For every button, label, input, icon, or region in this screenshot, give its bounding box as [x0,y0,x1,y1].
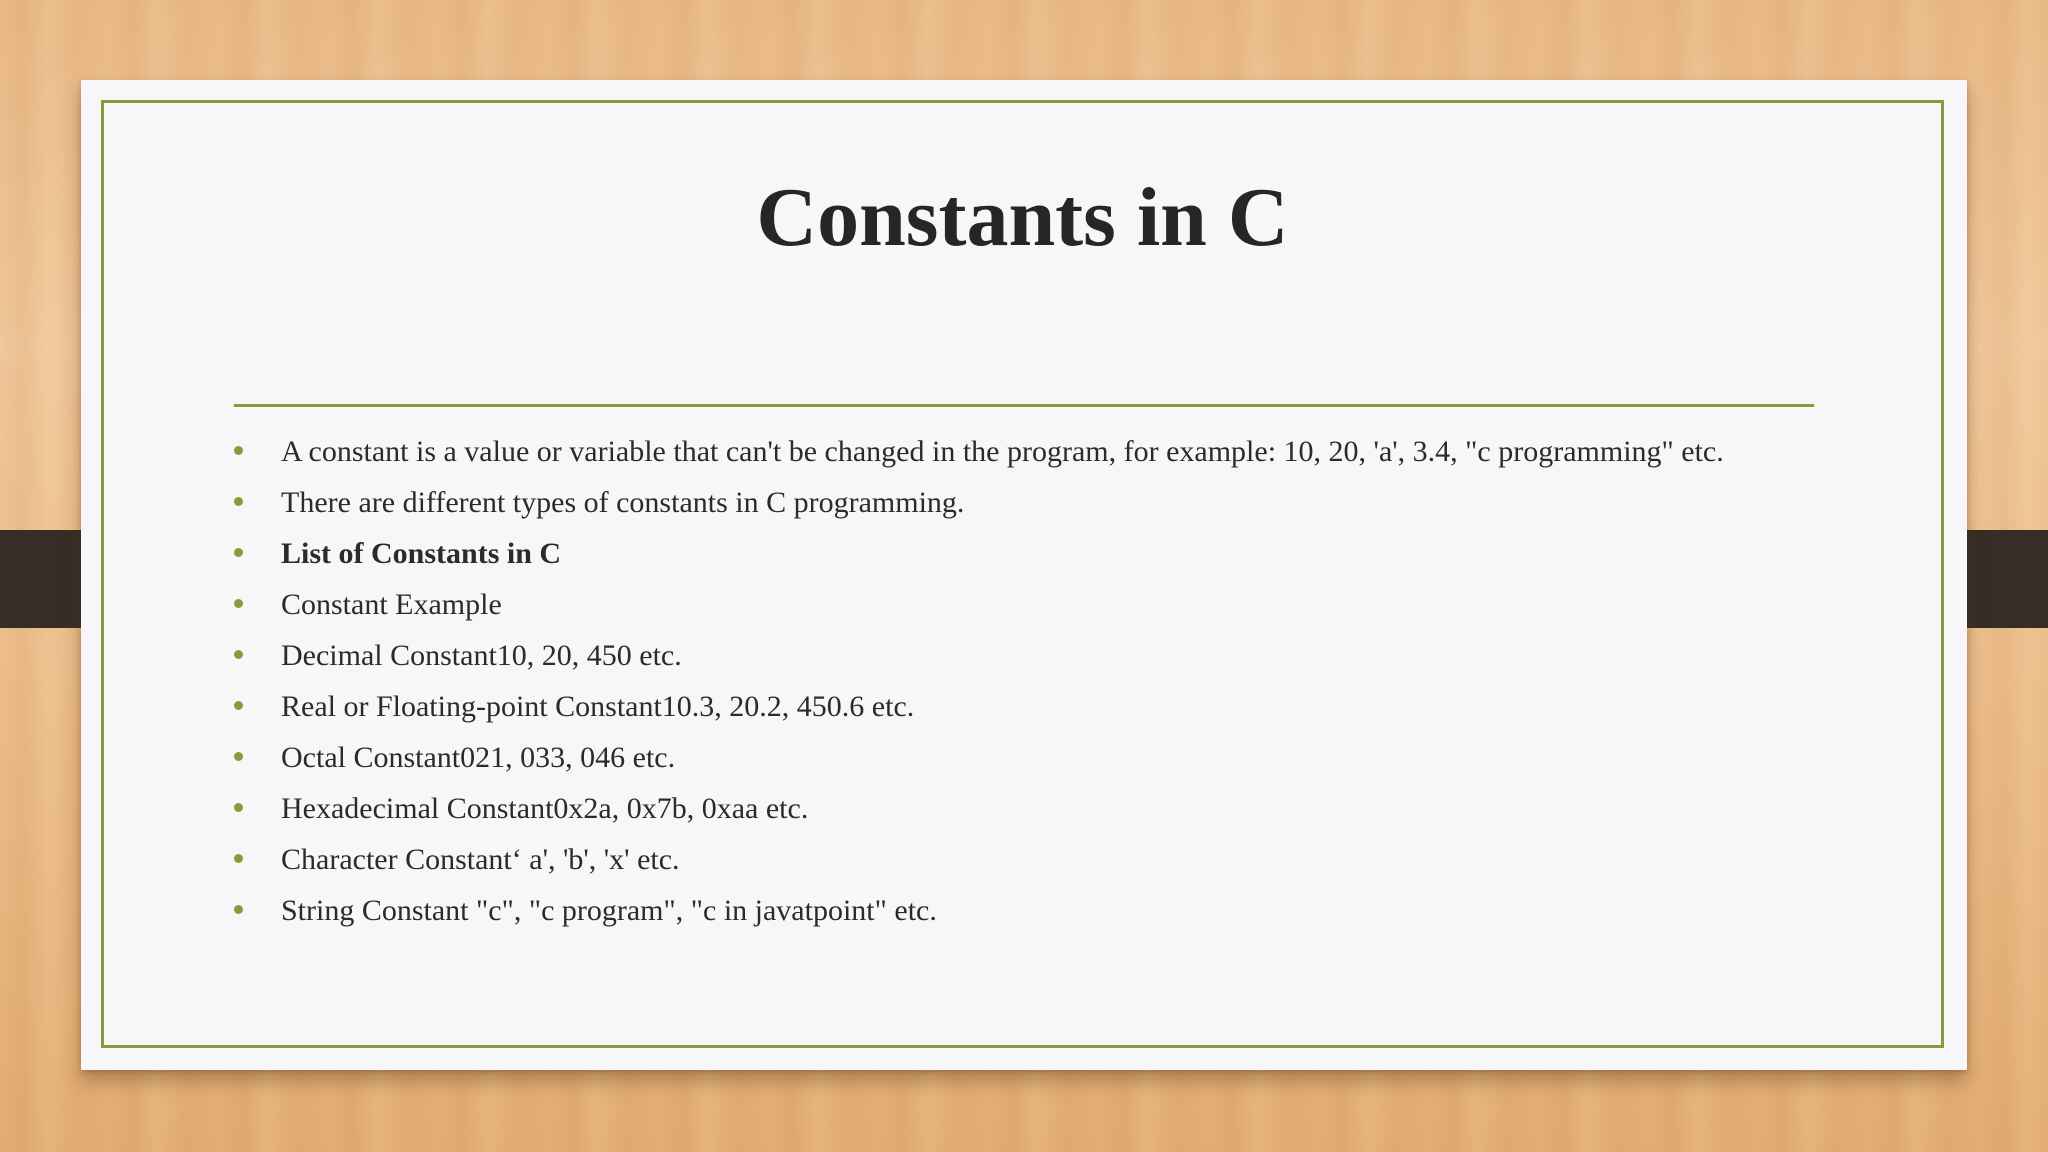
bullet-text: Real or Floating-point Constant10.3, 20.2, 450.6 etc. [281,690,915,723]
slide-title: Constants in C [756,171,1289,264]
bullet-item [234,477,1834,528]
bullet-text: Character Constant‘ a', 'b', 'x' etc. [281,843,680,876]
bullet-dot-icon [234,548,243,557]
bullet-text: String Constant "c", "c program", "c in javatpoint" etc. [281,894,937,927]
bullet-text: Octal Constant021, 033, 046 etc. [281,741,676,774]
bullet-text: There are different types of constants in C programming. [281,486,965,519]
bullet-item [234,528,1834,579]
bullet-dot-icon [234,446,243,455]
bullet-dot-icon [234,701,243,710]
bullet-dot-icon [234,497,243,506]
bullet-dot-icon [234,599,243,608]
bullet-item [234,834,1834,885]
bullet-item [234,783,1834,834]
bullet-item [234,630,1834,681]
bullet-item [234,681,1834,732]
bullet-list [234,426,1834,936]
bullet-text: Constant Example [281,588,502,621]
bullet-text: A constant is a value or variable that can't be changed in the program, for example: 10, 20, 'a', 3.4, "c programming" etc. [281,435,1724,468]
bullet-dot-icon [234,650,243,659]
bullet-text: List of Constants in C [281,537,562,570]
title-divider [234,404,1814,407]
bullet-dot-icon [234,905,243,914]
bullet-text: Decimal Constant10, 20, 450 etc. [281,639,682,672]
bullet-dot-icon [234,803,243,812]
bullet-dot-icon [234,854,243,863]
bullet-item [234,885,1834,936]
bullet-item [234,732,1834,783]
bullet-dot-icon [234,752,243,761]
bullet-text: Hexadecimal Constant0x2a, 0x7b, 0xaa etc. [281,792,809,825]
bullet-item [234,426,1834,477]
bullet-item [234,579,1834,630]
